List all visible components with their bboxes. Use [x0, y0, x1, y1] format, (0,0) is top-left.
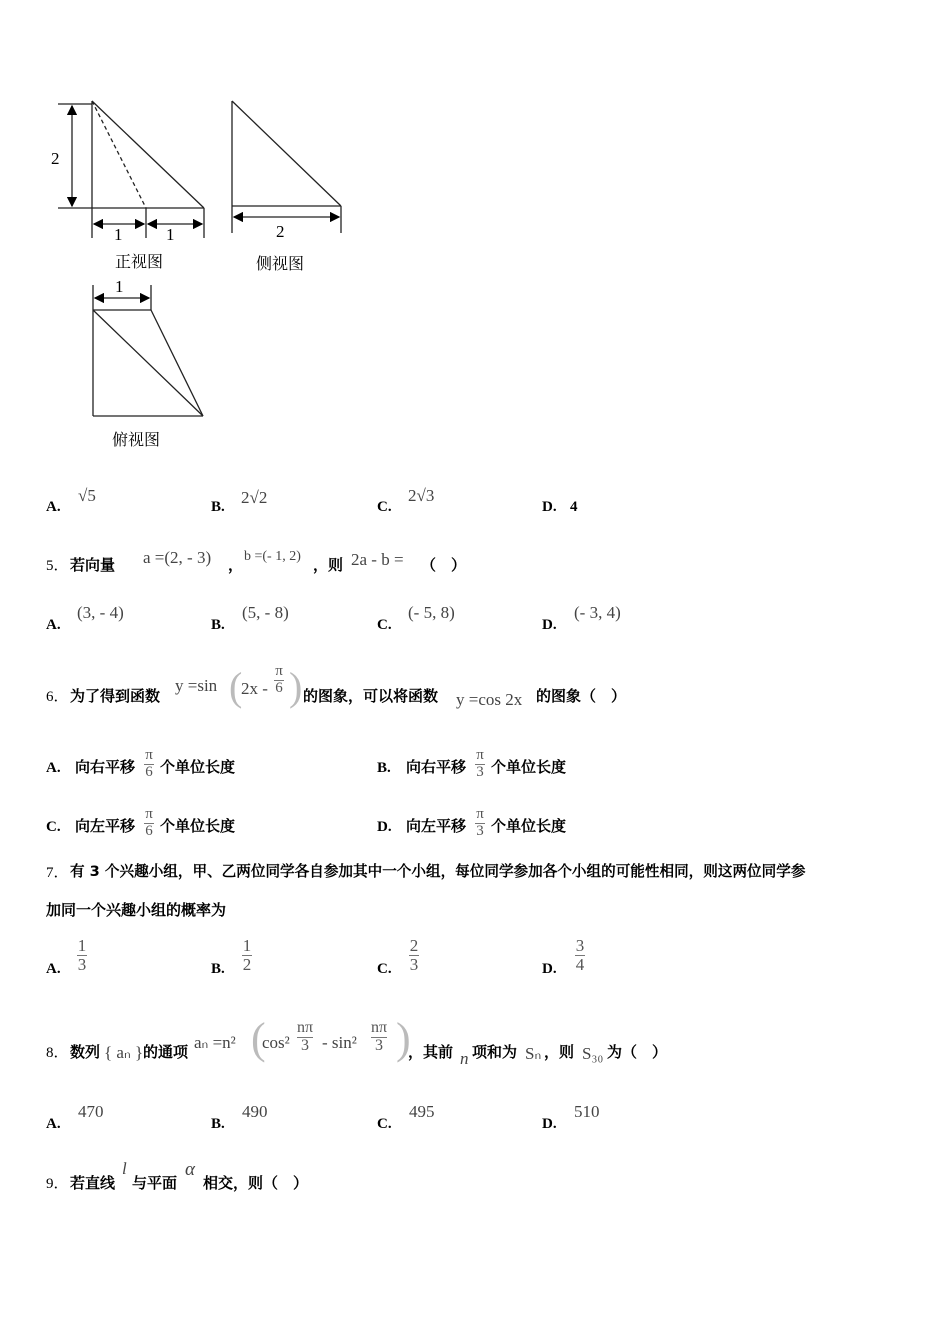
q6-stem-c: 的图象（ ）: [536, 687, 627, 705]
denominator: 3: [476, 763, 484, 780]
q6-number: 6．: [46, 689, 69, 705]
q5-option-a-letter: A.: [46, 617, 61, 633]
numerator: 3: [575, 936, 585, 955]
top-width-label: 1: [115, 277, 124, 296]
q5-answer-paren: （ ）: [421, 556, 467, 574]
q6-option-c-fraction: [144, 807, 154, 840]
q5-comma: ，: [228, 556, 244, 574]
q7-option-b-letter: B.: [211, 961, 225, 977]
q6-option-c-tail: 个单位长度: [160, 817, 236, 835]
numerator: nπ: [371, 1019, 388, 1036]
q5-expression: 2a - b =: [351, 550, 404, 569]
numerator: π: [145, 806, 153, 822]
q5-option-c-letter: C.: [377, 617, 392, 633]
q7-option-b-fraction: [242, 937, 252, 974]
side-view: [232, 101, 341, 233]
q7-option-d-fraction: [575, 937, 585, 974]
denominator: 3: [77, 954, 87, 974]
numerator: π: [145, 747, 153, 763]
q6-option-d-direction: 向左平移: [406, 817, 467, 835]
q5-option-b-letter: B.: [211, 617, 225, 633]
q6-function-1: y =sin: [175, 676, 218, 695]
q4-option-c-letter: C.: [377, 499, 392, 515]
q8-stem-f: 为（ ）: [607, 1043, 668, 1061]
q8-sin-fraction: [371, 1020, 387, 1055]
q6-option-c-letter: C.: [46, 819, 61, 835]
q6-function-2: y =cos 2x: [456, 690, 523, 709]
q6-option-c-direction: 向左平移: [75, 817, 136, 835]
q8-option-b-value: 490: [242, 1102, 268, 1121]
q7-option-a-letter: A.: [46, 961, 61, 977]
q6-option-b-fraction: [475, 748, 485, 781]
q8-cos: cos²: [262, 1033, 290, 1052]
q8-sn: Sₙ: [525, 1044, 542, 1063]
q5-stem-b: ，则: [313, 556, 344, 574]
q6-right-paren: ): [289, 664, 303, 709]
q6-option-b-letter: B.: [377, 760, 391, 776]
q8-option-c-letter: C.: [377, 1116, 392, 1132]
q8-option-a-letter: A.: [46, 1116, 61, 1132]
q6-option-a-direction: 向右平移: [75, 758, 136, 776]
q5-stem: 若向量: [70, 556, 116, 574]
q8-sequence: { aₙ }: [104, 1043, 144, 1062]
q8-stem: 数列: [70, 1043, 101, 1061]
q9-plane-alpha: α: [185, 1159, 195, 1180]
numerator: π: [476, 747, 484, 763]
front-view-caption: 正视图: [115, 252, 164, 271]
q4-option-a-letter: A.: [46, 499, 61, 515]
q6-stem: 为了得到函数: [70, 687, 161, 705]
numerator: nπ: [297, 1019, 314, 1036]
denominator: 6: [275, 679, 283, 696]
q5-option-a-value: (3, - 4): [77, 603, 124, 622]
q6-option-d-letter: D.: [377, 819, 392, 835]
q5-option-b-value: (5, - 8): [242, 603, 289, 622]
q8-stem-c: ，其前: [408, 1043, 454, 1061]
q4-option-d-letter: D.: [542, 499, 557, 515]
front-view: [58, 101, 204, 238]
q6-option-b-tail: 个单位长度: [491, 758, 567, 776]
denominator: 3: [409, 954, 419, 974]
numerator: 1: [77, 936, 87, 955]
q5-option-d-letter: D.: [542, 617, 557, 633]
q4-option-d-value: 4: [570, 499, 578, 515]
three-view-figure: [0, 0, 400, 460]
q8-stem-b: 的通项: [143, 1043, 189, 1061]
numerator: 2: [409, 936, 419, 955]
q8-option-c-value: 495: [409, 1102, 435, 1121]
front-width-label-1: 1: [114, 225, 123, 244]
q9-number: 9．: [46, 1176, 69, 1192]
q6-option-a-tail: 个单位长度: [160, 758, 236, 776]
numerator: π: [275, 663, 283, 679]
q8-option-a-value: 470: [78, 1102, 104, 1121]
denominator: 3: [375, 1036, 384, 1054]
q7-stem-line-2: 加同一个兴趣小组的概率为: [46, 901, 227, 919]
top-view-caption: 俯视图: [112, 430, 161, 449]
front-height-label: 2: [51, 149, 60, 168]
q6-option-b-direction: 向右平移: [406, 758, 467, 776]
q4-option-c-value: 2√3: [408, 486, 435, 505]
front-width-label-2: 1: [166, 225, 175, 244]
denominator: 2: [242, 954, 252, 974]
q7-option-c-letter: C.: [377, 961, 392, 977]
q6-function-1-fraction: [274, 664, 284, 697]
q8-stem-e: ，则: [544, 1043, 575, 1061]
q8-right-paren: ): [396, 1014, 411, 1063]
q9-stem-b: 与平面: [132, 1174, 178, 1192]
q6-option-d-fraction: [475, 807, 485, 840]
q8-sin: - sin²: [322, 1033, 357, 1052]
q6-option-a-fraction: [144, 748, 154, 781]
q6-function-1-inner: 2x -: [241, 679, 268, 698]
q7-number: 7．: [46, 865, 69, 881]
q6-stem-b: 的图象，可以将函数: [303, 687, 439, 705]
q8-cos-fraction: [297, 1020, 313, 1055]
q9-stem: 若直线: [70, 1174, 116, 1192]
q4-option-a-value: √5: [78, 486, 96, 505]
top-view: [93, 285, 203, 416]
denominator: 6: [145, 763, 153, 780]
q5-vector-a: a =(2, - 3): [143, 548, 212, 567]
q5-option-c-value: (- 5, 8): [408, 603, 455, 622]
q7-stem-line-1: 有 3 个兴趣小组，甲、乙两位同学各自参加其中一个小组，每位同学参加各个小组的可能性相同，则这两位同学参: [70, 863, 806, 880]
denominator: 3: [301, 1036, 310, 1054]
q5-vector-b: b =(- 1, 2): [244, 549, 301, 564]
denominator: 3: [476, 822, 484, 839]
numerator: π: [476, 806, 484, 822]
q6-option-a-letter: A.: [46, 760, 61, 776]
q8-n: n: [460, 1049, 469, 1068]
q8-option-d-letter: D.: [542, 1116, 557, 1132]
denominator: 4: [575, 954, 585, 974]
q6-option-d-tail: 个单位长度: [491, 817, 567, 835]
q7-option-c-fraction: [409, 937, 419, 974]
q8-option-b-letter: B.: [211, 1116, 225, 1132]
q8-left-paren: (: [251, 1014, 266, 1063]
side-view-caption: 侧视图: [256, 254, 305, 273]
q4-option-b-letter: B.: [211, 499, 225, 515]
q8-formula: aₙ =n²: [194, 1033, 236, 1052]
q8-s30: S₃₀: [582, 1044, 604, 1063]
q8-number: 8．: [46, 1045, 69, 1061]
q8-stem-d: 项和为: [472, 1043, 518, 1061]
q5-option-d-value: (- 3, 4): [574, 603, 621, 622]
q8-option-d-value: 510: [574, 1102, 600, 1121]
q4-option-b-value: 2√2: [241, 488, 268, 507]
q9-line-l: l: [122, 1159, 127, 1178]
q5-number: 5．: [46, 558, 69, 574]
q7-option-d-letter: D.: [542, 961, 557, 977]
q7-option-a-fraction: [77, 937, 87, 974]
q6-left-paren: (: [229, 664, 243, 709]
denominator: 6: [145, 822, 153, 839]
q9-stem-c: 相交，则（ ）: [203, 1174, 309, 1192]
side-width-label: 2: [276, 222, 285, 241]
numerator: 1: [242, 936, 252, 955]
